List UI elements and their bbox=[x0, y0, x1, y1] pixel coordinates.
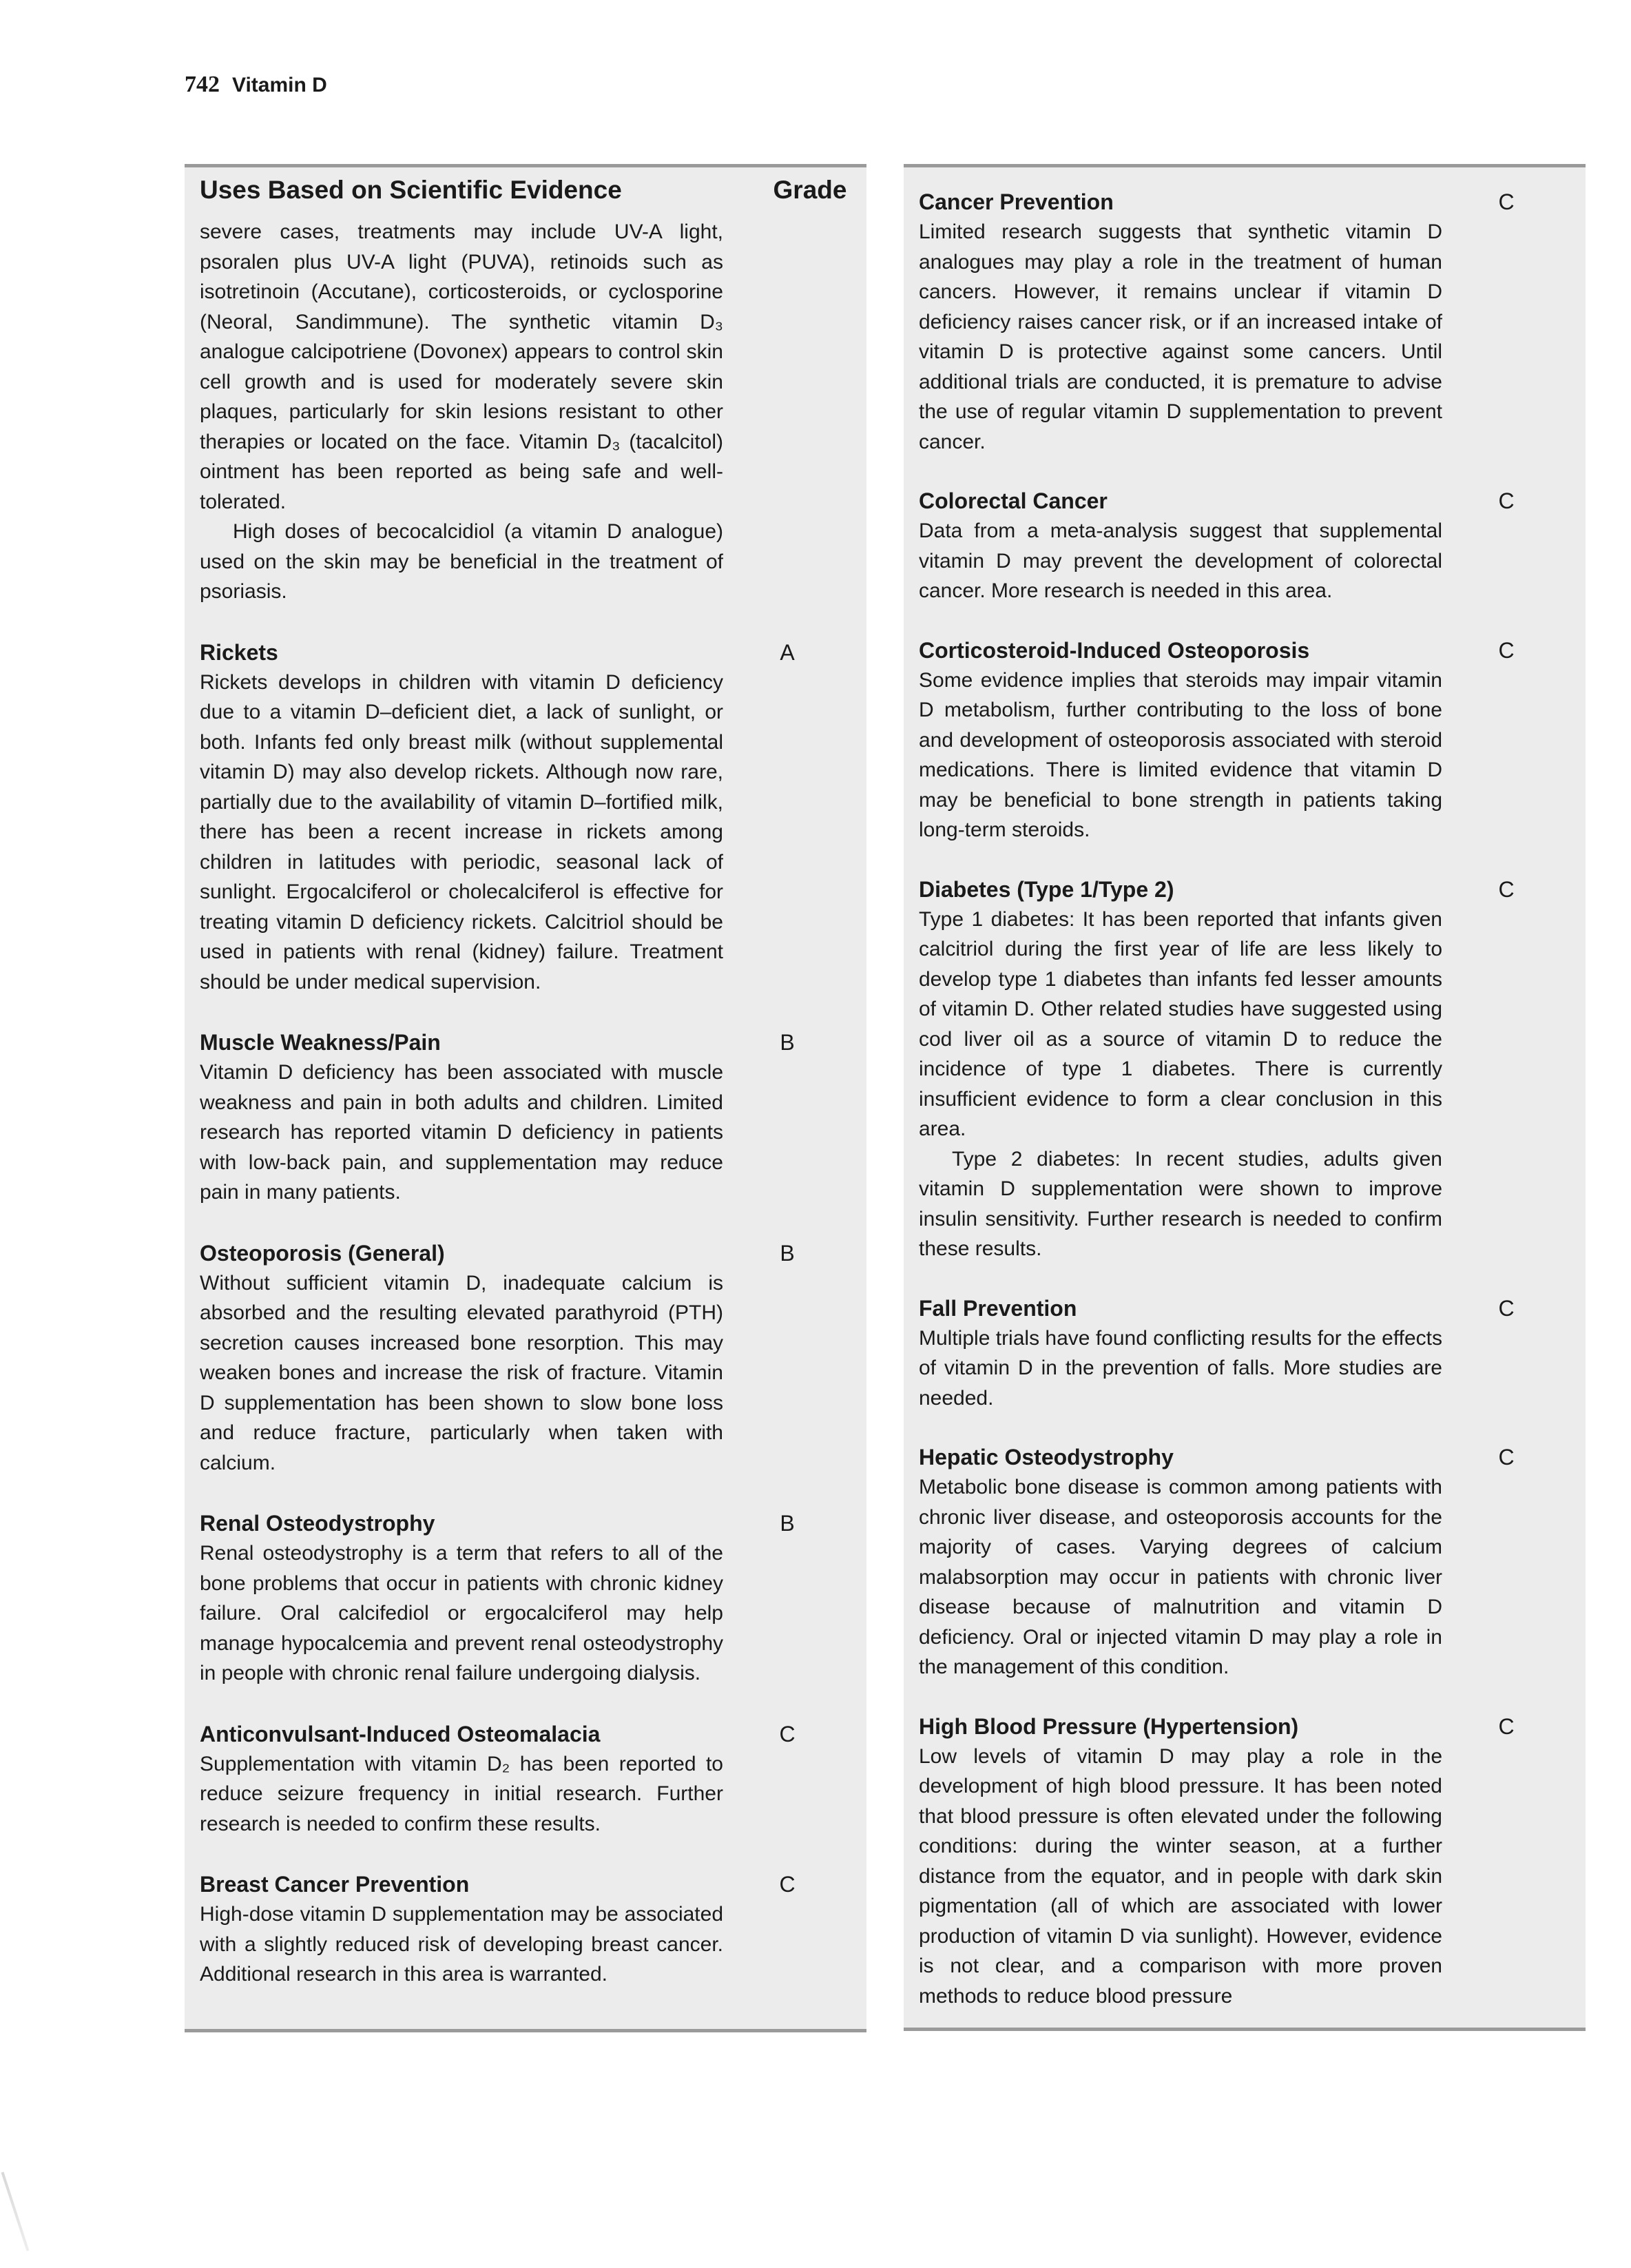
entry-text: Limited research suggests that synthetic vitamin D analogues may play a role in the treatment of human cancers. However, it remains unclear if vitamin D deficiency raises cancer risk, or if an increased intake of vitamin D is protective against some cancers. Until additional trials are conducted, it is premature to advise the use of regular vitamin D supplementation to prevent cancer. bbox=[919, 220, 1442, 453]
entry-body bbox=[919, 486, 1442, 606]
entry-text: Type 2 diabetes: In recent studies, adults given vitamin D supplementation were shown to improve insulin sensitivity. Further research is needed to confirm these results. bbox=[919, 1147, 1442, 1260]
entry-grade: C bbox=[1498, 1713, 1515, 1739]
entry-grade: C bbox=[1498, 876, 1515, 902]
entry-title: Rickets bbox=[200, 639, 278, 665]
entry-body bbox=[919, 874, 1442, 1264]
entry-title: Osteoporosis (General) bbox=[200, 1240, 445, 1266]
entry-grade: B bbox=[780, 1030, 795, 1055]
entry-title: Fall Prevention bbox=[919, 1295, 1077, 1321]
entry-text: Metabolic bone disease is common among patients with chronic liver disease, and osteoporosis accounts for the majority of cases. Varying degrees of calcium malabsorption may occur in patients with chronic liver disease because of malnutrition and vitamin D deficiency. Oral or injected vitamin D may play a role in the management of this condition. bbox=[919, 1476, 1442, 1678]
entry-text: Data from a meta-analysis suggest that supplemental vitamin D may prevent the development of colorectal cancer. More research is needed in this area. bbox=[919, 519, 1442, 602]
page-header bbox=[185, 72, 327, 98]
entry-title: Corticosteroid-Induced Osteoporosis bbox=[919, 637, 1310, 663]
entry-text: Supplementation with vitamin D₂ has been reported to reduce seizure frequency in initial research. Further research is needed to confirm these results. bbox=[200, 1752, 723, 1835]
entry-body bbox=[200, 1027, 723, 1208]
entry-body bbox=[200, 217, 723, 607]
page-number: 742 bbox=[185, 72, 220, 97]
entry-text: Vitamin D deficiency has been associated with muscle weakness and pain in both adults and children. Limited research has reported vitamin D deficiency in patients with low-back pain, and supplementation may reduce pain in many patients. bbox=[200, 1061, 723, 1204]
entry-grade: C bbox=[1498, 637, 1515, 663]
entry-title: High Blood Pressure (Hypertension) bbox=[919, 1713, 1299, 1739]
entry-text: Without sufficient vitamin D, inadequate calcium is absorbed and the resulting elevated parathyroid (PTH) secretion causes increased bone resorption. This may weaken bones and increase the risk of fracture. Vitamin D supplementation has been shown to slow bone loss and reduce fracture, particularly when taken with calcium. bbox=[200, 1271, 723, 1474]
entry-body bbox=[919, 187, 1442, 457]
evidence-entry bbox=[185, 1027, 866, 1208]
entry-body bbox=[200, 1719, 723, 1839]
entry-title: Cancer Prevention bbox=[919, 189, 1114, 214]
evidence-entry bbox=[185, 217, 866, 607]
scan-mark bbox=[1, 2172, 30, 2251]
entry-body bbox=[200, 1238, 723, 1478]
right-column bbox=[904, 164, 1586, 2031]
entry-text: High doses of becocalcidiol (a vitamin D analogue) used on the skin may be beneficial in the treatment of psoriasis. bbox=[200, 520, 723, 603]
entry-text: Renal osteodystrophy is a term that refers to all of the bone problems that occur in patients with chronic kidney failure. Oral calcifediol or ergocalciferol may help manage hypocalcemia and prevent renal osteodystrophy in people with chronic renal failure undergoing dialysis. bbox=[200, 1542, 723, 1684]
entry-text: Some evidence implies that steroids may impair vitamin D metabolism, further contributing to the loss of bone and development of osteoporosis associated with steroid medications. There is limited evidence that vitamin D may be beneficial to bone strength in patients taking long-term steroids. bbox=[919, 668, 1442, 841]
evidence-entry bbox=[904, 874, 1586, 1264]
evidence-entry bbox=[185, 1508, 866, 1689]
left-column bbox=[185, 164, 866, 2032]
entry-title: Hepatic Osteodystrophy bbox=[919, 1445, 1174, 1470]
entry-text: Low levels of vitamin D may play a role in the development of high blood pressure. It has been noted that blood pressure is often elevated under the following conditions: during the winter season, at a further distance from the equator, and in people with dark skin pigmentation (all of which are associated with lower production of vitamin D via sunlight). However, evidence is not clear, and a comparison with more proven methods to reduce blood pressure bbox=[919, 1744, 1442, 2008]
entry-grade: C bbox=[1498, 488, 1515, 513]
evidence-entry bbox=[185, 1238, 866, 1478]
entry-body bbox=[919, 1442, 1442, 1682]
entry-grade bbox=[723, 217, 851, 607]
entry-text: Rickets develops in children with vitamin D deficiency due to a vitamin D–deficient diet, a lack of sunlight, or both. Infants fed only breast milk (without supplemental vitamin D) may also develop rickets. Although now rare, partially due to the availability of vitamin D–fortified milk, there has been a recent increase in rickets among children in latitudes with periodic, seasonal lack of sunlight. Ergocalciferol or cholecalciferol is effective for treating vitamin D deficiency rickets. Calcitriol should be used in patients with renal (kidney) failure. Treatment should be under medical supervision. bbox=[200, 670, 723, 993]
entry-body bbox=[200, 1869, 723, 1990]
evidence-entry bbox=[904, 635, 1586, 845]
entry-grade: C bbox=[1498, 1295, 1515, 1321]
entry-grade: C bbox=[779, 1721, 796, 1746]
entry-title: Renal Osteodystrophy bbox=[200, 1511, 435, 1536]
evidence-entry bbox=[904, 187, 1586, 457]
entry-body bbox=[919, 1293, 1442, 1414]
entry-text: Multiple trials have found conflicting results for the effects of vitamin D in the prevention of falls. More studies are needed. bbox=[919, 1326, 1442, 1410]
entry-grade: C bbox=[1498, 189, 1515, 214]
entry-grade: C bbox=[1498, 1445, 1515, 1470]
entry-title: Diabetes (Type 1/Type 2) bbox=[919, 876, 1174, 902]
entry-title: Muscle Weakness/Pain bbox=[200, 1030, 441, 1055]
table-header bbox=[185, 176, 866, 217]
running-title: Vitamin D bbox=[232, 74, 327, 96]
entry-grade: B bbox=[780, 1240, 795, 1266]
left-entry-list bbox=[185, 217, 866, 1990]
entry-body bbox=[919, 635, 1442, 845]
entry-text: Type 1 diabetes: It has been reported that infants given calcitriol during the first year of life are less likely to develop type 1 diabetes than infants fed lesser amounts of vitamin D. Other related studies have suggested using cod liver oil as a source of vitamin D to reduce the incidence of type 1 diabetes. There is currently insufficient evidence to form a clear conclusion in this area. bbox=[919, 907, 1442, 1140]
entry-title: Colorectal Cancer bbox=[919, 488, 1108, 513]
entry-grade: A bbox=[780, 639, 795, 665]
entry-grade: B bbox=[780, 1511, 795, 1536]
evidence-entry bbox=[185, 637, 866, 998]
evidence-entry bbox=[904, 1711, 1586, 2012]
entry-body bbox=[919, 1711, 1442, 2012]
entry-body bbox=[200, 1508, 723, 1689]
right-entry-list bbox=[904, 187, 1586, 2011]
entry-title: Breast Cancer Prevention bbox=[200, 1872, 470, 1897]
entry-grade: C bbox=[779, 1872, 796, 1897]
entry-title: Anticonvulsant-Induced Osteomalacia bbox=[200, 1721, 601, 1746]
evidence-entry bbox=[185, 1719, 866, 1839]
evidence-entry bbox=[904, 1442, 1586, 1682]
grade-heading: Grade bbox=[773, 176, 847, 204]
evidence-entry bbox=[904, 486, 1586, 606]
evidence-entry bbox=[904, 1293, 1586, 1414]
entry-text: severe cases, treatments may include UV-A light, psoralen plus UV-A light (PUVA), retinoids such as isotretinoin (Accutane), corticosteroids, or cyclosporine (Neoral, Sandimmune). The synthetic vitamin D₃ analogue calcipotriene (Dovonex) appears to control skin cell growth and is used for moderately severe skin plaques, particularly for skin lesions resistant to other therapies or located on the face. Vitamin D₃ (tacalcitol) ointment has been reported as being safe and well-tolerated. bbox=[200, 220, 723, 513]
entry-text: High-dose vitamin D supplementation may be associated with a slightly reduced risk of developing breast cancer. Additional research in this area is warranted. bbox=[200, 1903, 723, 1986]
evidence-entry bbox=[185, 1869, 866, 1990]
table-heading: Uses Based on Scientific Evidence bbox=[200, 176, 622, 204]
entry-body bbox=[200, 637, 723, 998]
